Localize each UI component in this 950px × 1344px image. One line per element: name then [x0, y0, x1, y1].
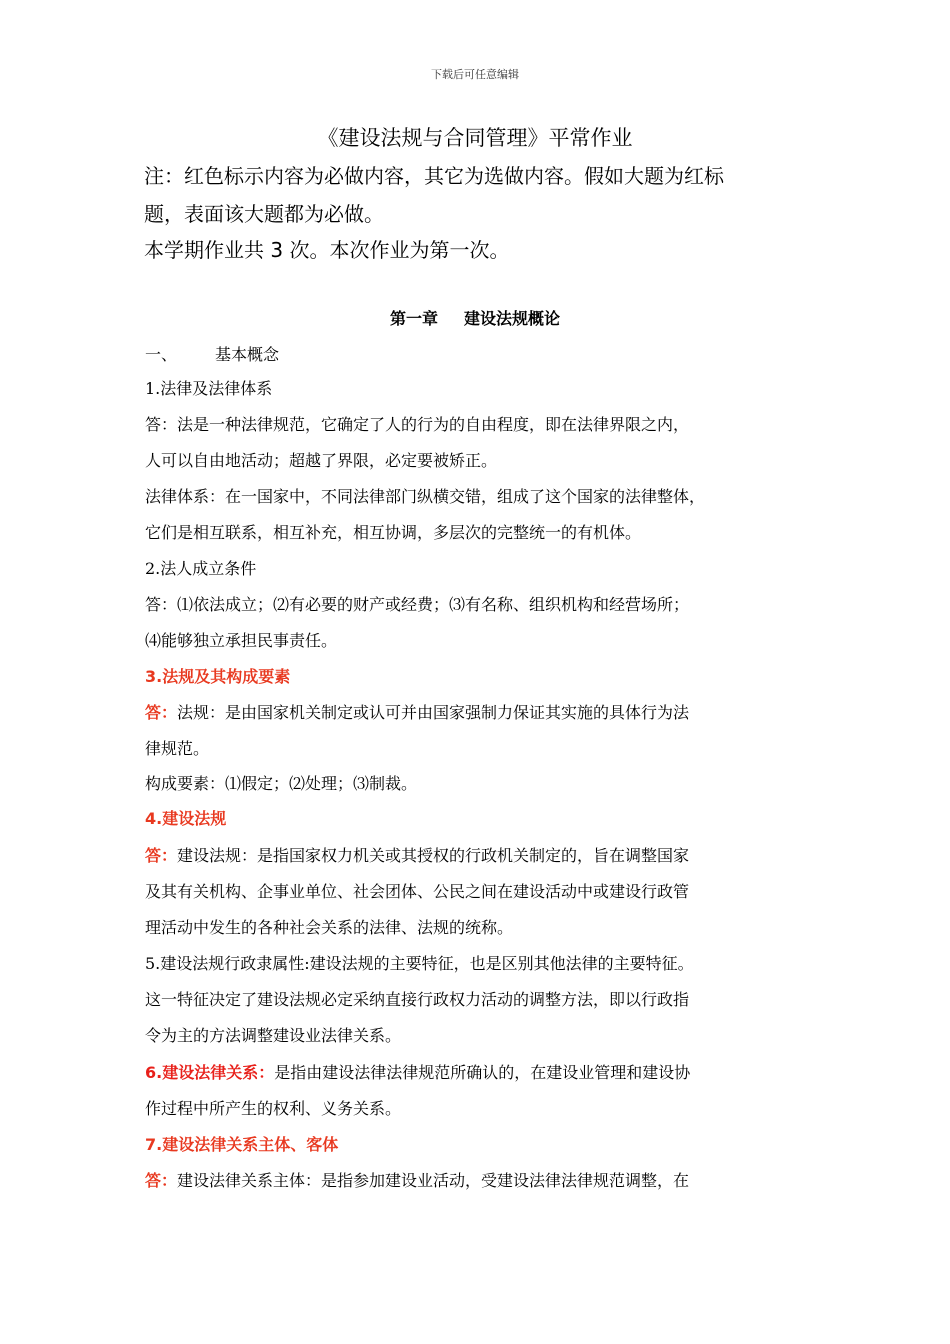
document-title: 《建设法规与合同管理》平常作业 [317, 126, 633, 150]
answer-3-line-2: 律规范。 [145, 739, 210, 758]
answer-3-text: 法规：是由国家机关制定或认可并由国家强制力保证其实施的具体行为法 [177, 703, 690, 722]
question-1: 1.法律及法律体系 [145, 379, 273, 398]
answer-7-text: 建设法律关系主体：是指参加建设业活动，受建设法律法律规范调整，在 [177, 1171, 690, 1190]
item-5-line-3: 令为主的方法调整建设业法律关系。 [145, 1026, 402, 1045]
answer-3-line-1 [145, 700, 689, 723]
answer-1-line-2: 人可以自由地活动；超越了界限，必定要被矫正。 [145, 451, 498, 470]
answer-4-line-3: 理活动中发生的各种社会关系的法律、法规的统称。 [145, 918, 514, 937]
answer-1-line-3: 法律体系：在一国家中，不同法律部门纵横交错，组成了这个国家的法律整体， [145, 487, 706, 506]
chapter-number: 第一章 [389, 309, 438, 328]
question-7: 7.建设法律关系主体、客体 [145, 1135, 339, 1154]
section-number: 一、 [145, 345, 178, 364]
note-line-2: 题，表面该大题都为必做。 [144, 202, 384, 226]
answer-3-line-3: 构成要素：⑴假定；⑵处理；⑶制裁。 [145, 774, 418, 793]
answer-1-line-4: 它们是相互联系，相互补充，相互协调，多层次的完整统一的有机体。 [145, 523, 642, 542]
item-6-line-1 [145, 1060, 690, 1083]
item-6-text: 是指由建设法律法律规范所确认的，在建设业管理和建设协 [274, 1063, 691, 1082]
answer-4-line-2: 及其有关机构、企事业单位、社会团体、公民之间在建设活动中或建设行政管 [145, 882, 690, 901]
note-line-1: 注：红色标示内容为必做内容，其它为选做内容。假如大题为红标 [144, 164, 724, 188]
answer-2-line-2: ⑷能够独立承担民事责任。 [145, 631, 338, 650]
item-6-line-2: 作过程中所产生的权利、义务关系。 [145, 1099, 402, 1118]
answer-3-label: 答： [145, 703, 178, 722]
answer-4-line-1 [145, 843, 689, 866]
item-6-label: 6.建设法律关系： [145, 1063, 275, 1082]
answer-2-line-1: 答：⑴依法成立；⑵有必要的财产或经费；⑶有名称、组织机构和经营场所； [145, 595, 690, 614]
question-4: 4.建设法规 [145, 809, 227, 828]
item-5-line-1: 5.建设法规行政隶属性:建设法规的主要特征，也是区别其他法律的主要特征。 [145, 954, 694, 973]
answer-7-label: 答： [145, 1171, 178, 1190]
item-5-line-2: 这一特征决定了建设法规必定采纳直接行政权力活动的调整方法，即以行政指 [145, 990, 690, 1009]
question-3: 3.法规及其构成要素 [145, 667, 291, 686]
page-header: 下载后可任意编辑 [431, 68, 519, 81]
section-name: 基本概念 [215, 345, 280, 364]
answer-4-text: 建设法规：是指国家权力机关或其授权的行政机关制定的，旨在调整国家 [177, 846, 690, 865]
chapter-name: 建设法规概论 [464, 309, 561, 328]
section-heading [145, 342, 279, 365]
answer-1-line-1: 答：法是一种法律规范，它确定了人的行为的自由程度，即在法律界限之内， [145, 415, 690, 434]
question-2: 2.法人成立条件 [145, 559, 257, 578]
answer-7-line-1 [145, 1168, 689, 1191]
answer-4-label: 答： [145, 846, 178, 865]
note-line-3: 本学期作业共 3 次。本次作业为第一次。 [144, 238, 510, 262]
chapter-heading [0, 306, 950, 329]
